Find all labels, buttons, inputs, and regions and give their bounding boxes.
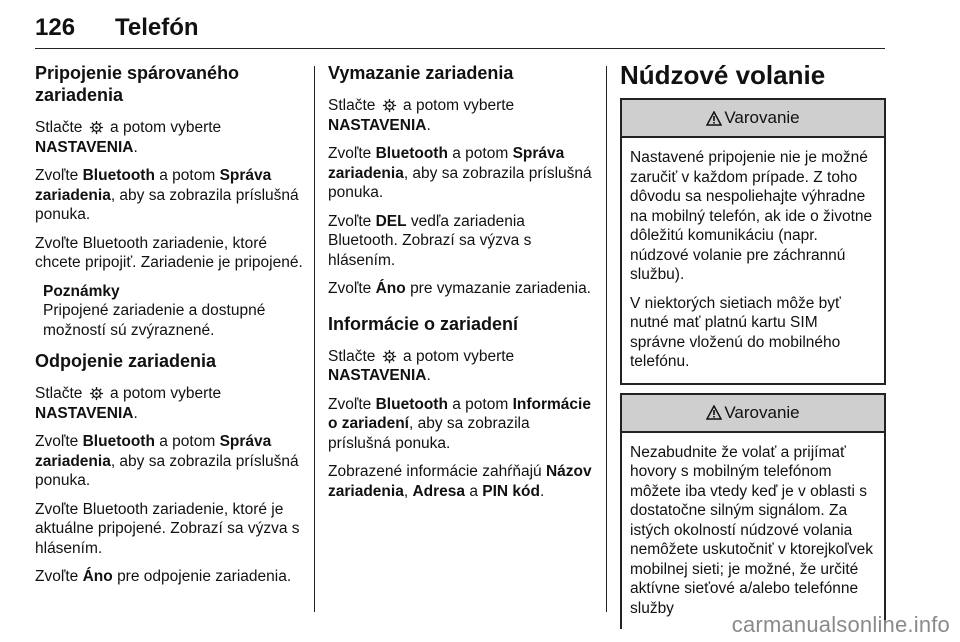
column-1	[35, 62, 303, 596]
paragraph: Zvoľte DEL vedľa zariadenia Bluetooth. Zobrazí sa výzva s hlásením.	[328, 212, 532, 269]
paragraph: Stlačte a potom vyberte NASTAVENIA.	[328, 97, 515, 134]
paragraph: Zvoľte Áno pre vymazanie zariadenia.	[328, 280, 591, 297]
warning-triangle-icon	[706, 111, 722, 126]
column-divider-2	[606, 66, 607, 612]
gear-icon	[382, 98, 397, 113]
warning-box	[620, 98, 886, 385]
page-header	[35, 12, 885, 52]
paragraph: Zobrazené informácie zahŕňajú Názov zariadenia, Adresa a PIN kód.	[328, 463, 592, 500]
column-3	[620, 60, 886, 637]
warning-text: Nezabudnite že volať a prijímať hovory s mobilným telefónom môžete iba vtedy keď je v oblasti s dostatočne silným signálom. Za istých okolností núdzové volania nemôžete uskutočniť v ktorejkoľvek mobilnej sieti; je možné, že určité aktívne sieťové a/alebo telefónne služby	[630, 443, 873, 617]
gear-icon	[89, 120, 104, 135]
warning-label: Varovanie	[724, 402, 800, 422]
column-2	[328, 62, 596, 510]
gear-icon	[382, 349, 397, 364]
section-title-info: Informácie o zariadení	[328, 313, 519, 334]
note-title: Poznámky	[43, 282, 120, 300]
column-divider-1	[314, 66, 315, 612]
header-rule	[35, 48, 885, 49]
note-text: Pripojené zariadenie a dostupné možností sú zvýraznené.	[43, 302, 266, 339]
warning-header	[622, 100, 884, 138]
paragraph: Zvoľte Áno pre odpojenie zariadenia.	[35, 568, 292, 585]
warning-triangle-icon	[706, 405, 722, 420]
paragraph: Zvoľte Bluetooth a potom Správa zariadenia, aby sa zobrazila príslušná ponuka.	[35, 167, 299, 223]
paragraph: Stlačte a potom vyberte NASTAVENIA.	[35, 385, 222, 422]
paragraph: Zvoľte Bluetooth zariadenie, ktoré je aktuálne pripojené. Zobrazí sa výzva s hlásením.	[35, 500, 300, 557]
section-title-disconnect: Odpojenie zariadenia	[35, 351, 217, 371]
paragraph: Zvoľte Bluetooth a potom Správa zariadenia, aby sa zobrazila príslušná ponuka.	[328, 145, 592, 201]
section-title-emergency: Núdzové volanie	[620, 60, 826, 90]
paragraph: Zvoľte Bluetooth a potom Správa zariadenia, aby sa zobrazila príslušná ponuka.	[35, 433, 299, 489]
warning-text: Nastavené pripojenie nie je možné zaručiť v každom prípade. Z toho dôvodu sa nespoliehajte výhradne na mobilný telefón, ak ide o životne dôležitú komunikáciu (napr. núdzové volanie pre záchrannú službu).	[630, 149, 873, 283]
watermark: carmanualsonline.info	[731, 612, 950, 637]
warning-header	[622, 395, 884, 433]
paragraph: Stlačte a potom vyberte NASTAVENIA.	[35, 119, 222, 156]
gear-icon	[89, 386, 104, 401]
section-title-connect: Pripojenie spárovaného zariadenia	[35, 63, 240, 105]
paragraph: Zvoľte Bluetooth zariadenie, ktoré chcete pripojiť. Zariadenie je pripojené.	[35, 234, 303, 271]
page-number: 126	[35, 14, 76, 41]
section-title-delete: Vymazanie zariadenia	[328, 63, 514, 83]
note-box	[43, 282, 303, 341]
warning-box	[620, 393, 886, 630]
paragraph: Stlačte a potom vyberte NASTAVENIA.	[328, 347, 515, 384]
chapter-title: Telefón	[115, 14, 199, 41]
paragraph: Zvoľte Bluetooth a potom Informácie o zariadení, aby sa zobrazila príslušná ponuka.	[328, 395, 591, 452]
warning-label: Varovanie	[724, 108, 800, 128]
warning-body	[622, 433, 884, 630]
warning-text: V niektorých sietiach môže byť nutné mať platnú kartu SIM správne vloženú do mobilného telefónu.	[630, 294, 841, 370]
warning-body	[622, 138, 884, 383]
